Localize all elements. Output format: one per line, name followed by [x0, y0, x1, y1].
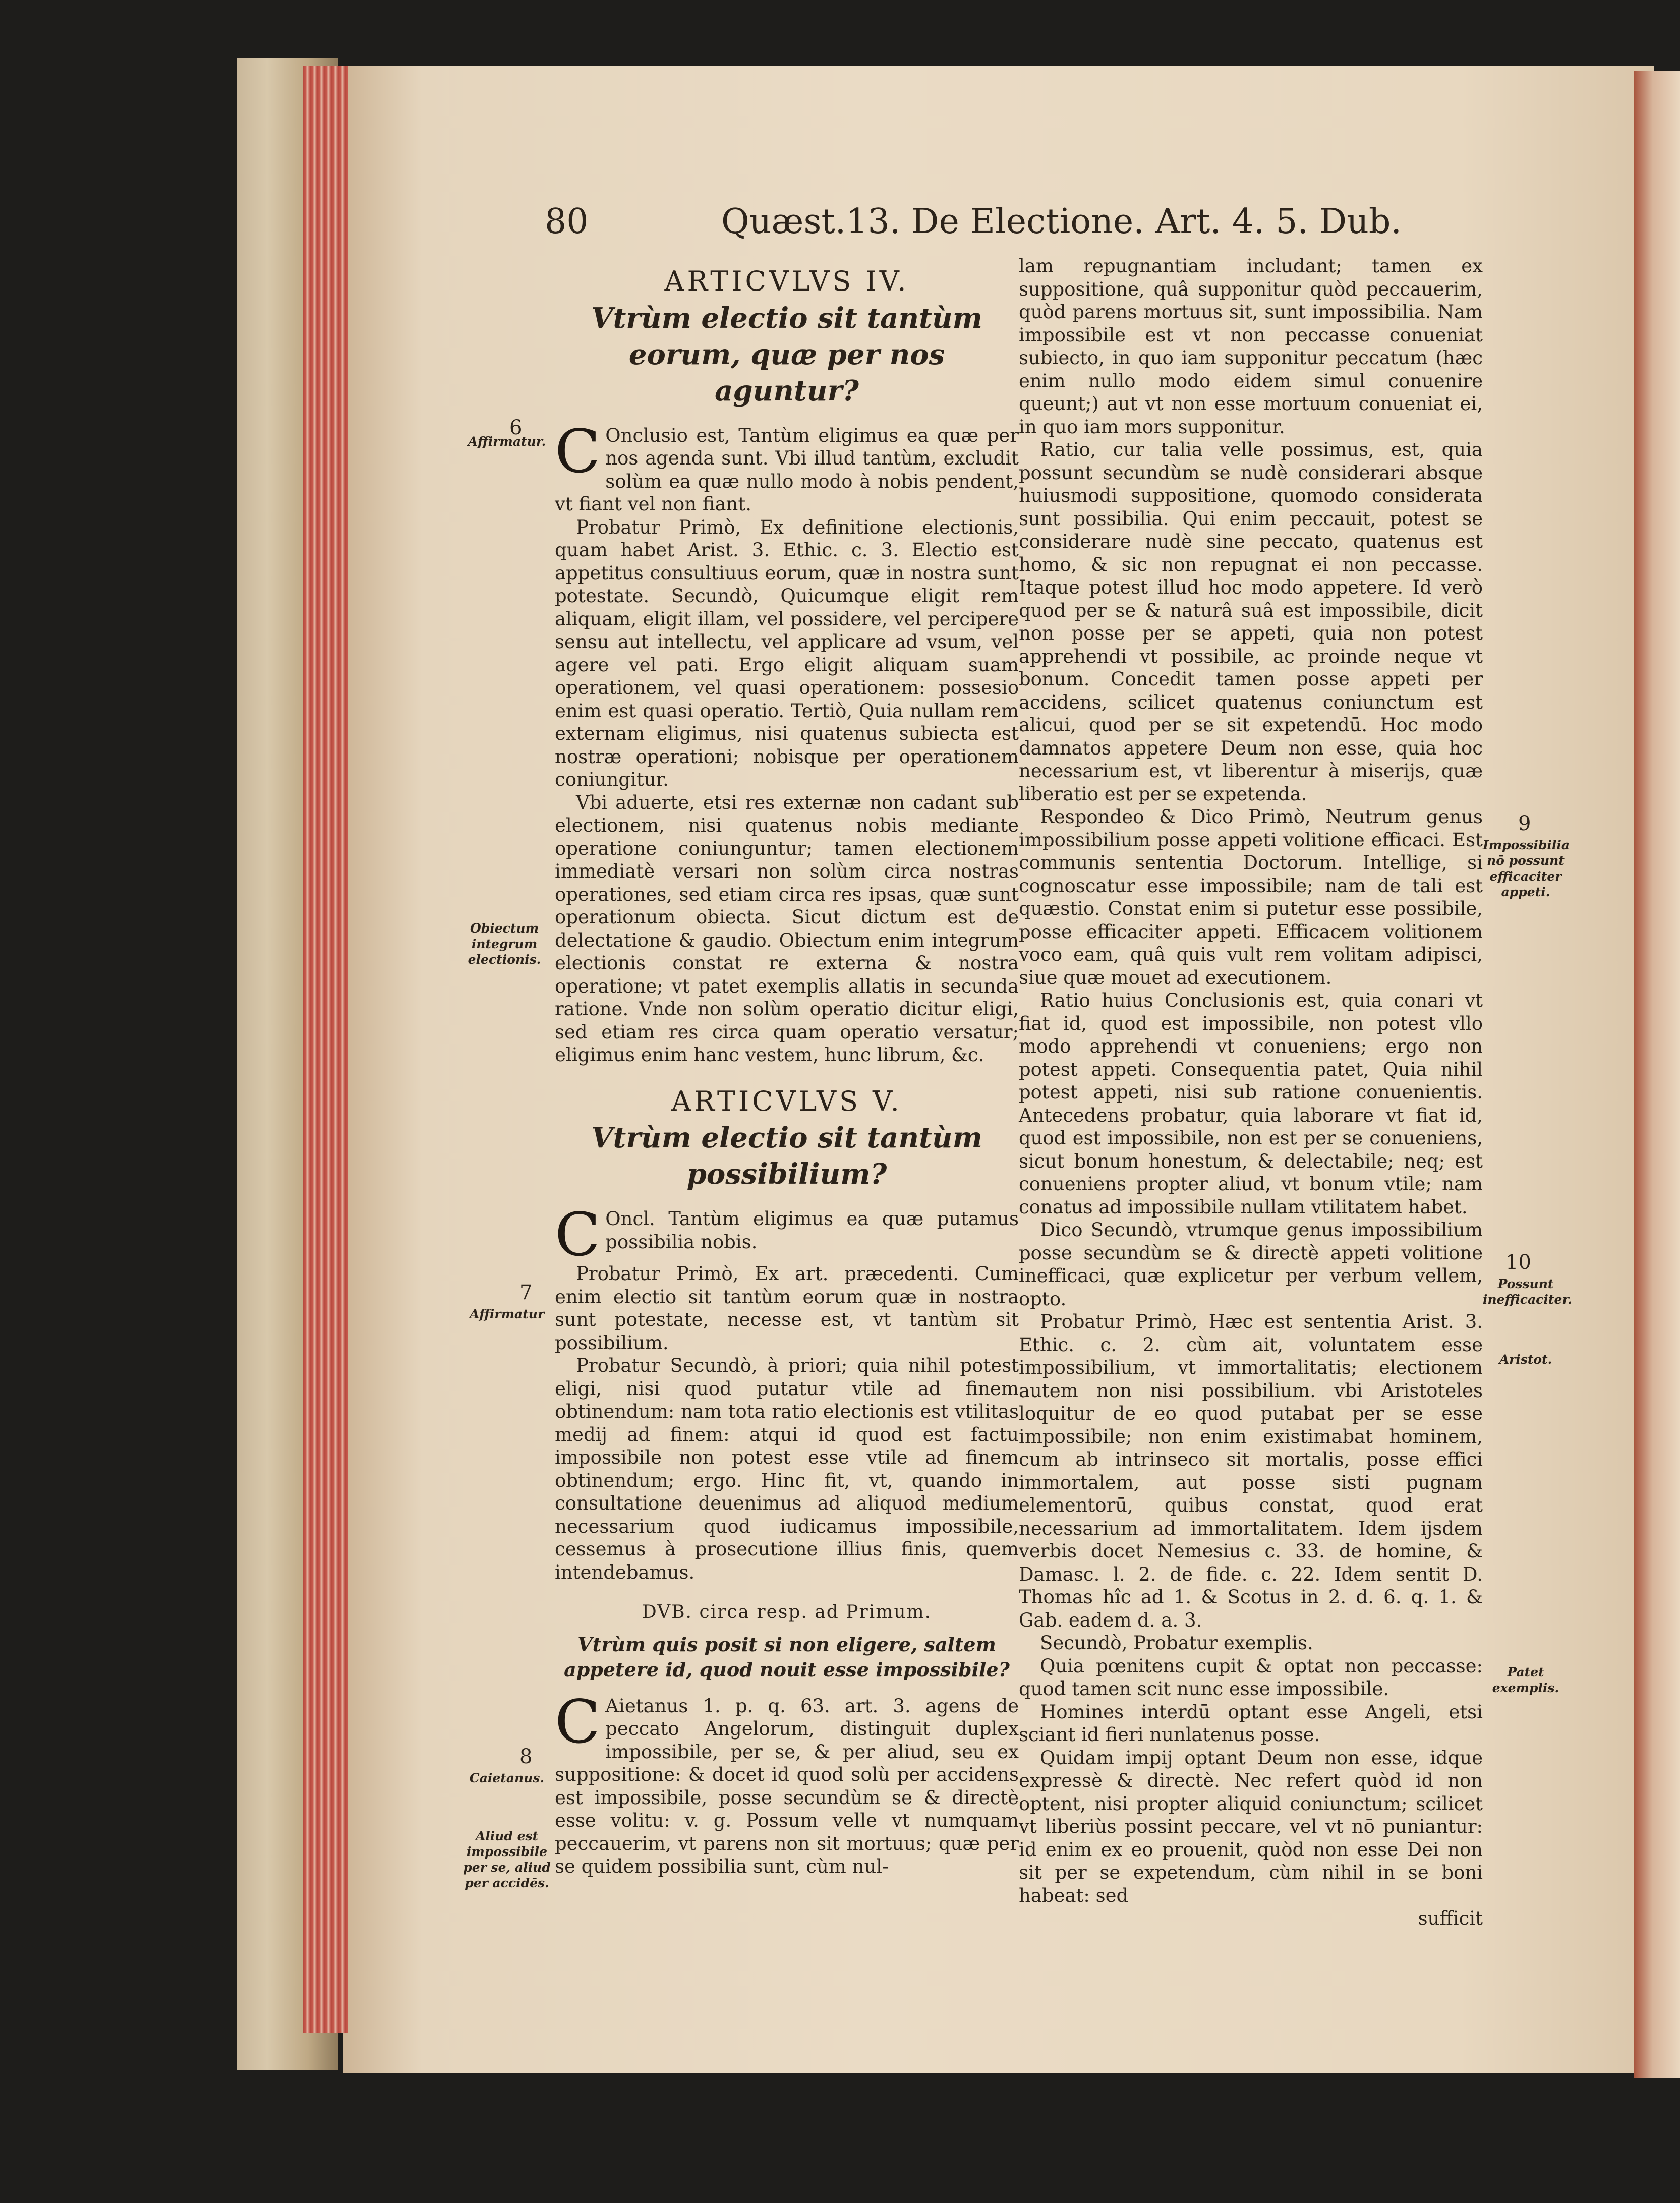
- margin-note: Possunt inefficaciter.: [1483, 1277, 1572, 1307]
- margin-number: 6: [509, 416, 523, 439]
- margin-note: Patet exemplis.: [1492, 1665, 1559, 1695]
- article-4-paragraph: Probatur Primò, Ex definitione electionis, quam habet Arist. 3. Ethic. c. 3. Electio est appetitus consultiuus eorum, quæ in nostra sunt potestate. Secundò, Quicumque eligit rem aliquam, eligit illam, vel possidere, vel percipere sensu aut intellectu, vel applicare ad vsum, vel agere vel pati. Ergo eligit aliquam suam operationem, vel quasi operationem: possesio enim est quasi operatio. Tertiò, Quia nullam rem externam eligimus, nisi quatenus subiecta est nostræ operationi; nobisque per operationem coniungitur.: [555, 516, 1019, 790]
- right-paragraph: Quia pœnitens cupit & optat non peccasse: quod tamen scit nunc esse impossibile.: [1019, 1655, 1483, 1700]
- dubium-question: Vtrùm quis posit si non eligere, saltem appetere id, quod nouit esse impossibile?: [564, 1633, 1010, 1681]
- right-column: [1019, 255, 1483, 1930]
- right-paragraph: Respondeo & Dico Primò, Neutrum genus impossibilium posse appeti volitione efficaci. Est communis sententia Doctorum. Intellige, si cognoscatur esse impossibile; nam de tali est quæstio. Constat enim si putetur esse possibile, posse efficaciter appeti. Efficacem volitionem voco eam, quâ quis vult rem volitam adipisci, siue quæ mouet ad executionem.: [1019, 806, 1483, 989]
- margin-note: Aliud est impossibile per se, aliud per accidēs.: [463, 1829, 551, 1890]
- article-5-paragraph: Probatur Primò, Ex art. præcedenti. Cum enim electio sit tantùm eorum quæ in nostra sunt potestate, necesse est, vt tantùm sit possibilium.: [555, 1263, 1019, 1354]
- article-5-question: Vtrùm electio sit tantùm possibilium?: [591, 1121, 982, 1191]
- drop-cap: C: [555, 416, 601, 486]
- article-4-paragraph: C Onclusio est, Tantùm eligimus ea quæ per nos agenda sunt. Vbi illud tantùm, excludit solùm ea quæ nullo modo à nobis pendent, vt fiant vel non fiant.: [555, 416, 1019, 515]
- right-paragraph: Ratio huius Conclusionis est, quia conari vt fiat id, quod est impossibile, non potest vllo modo apprehendi vt conueniens; ergo non potest appeti. Consequentia patet, Quia nihil potest appeti, nisi sub ratione conuenientis. Antecedens probatur, quia laborare vt fiat id, quod est impossibile, non est per se conueniens, sicut bonum honestum, & delectabile; neq; est conueniens propter aliud, vt bonum vtile; nam conatus ad impossibile nullam vtilitatem habet.: [1019, 990, 1483, 1218]
- margin-note: Obiectum integrum electionis.: [468, 921, 541, 967]
- left-column: [555, 255, 1019, 1878]
- dubium-paragraph: C Aietanus 1. p. q. 63. art. 3. agens de peccato Angelorum, distinguit duplex impossibile, per se, & per aliud, seu ex suppositione: & docet id quod solù per accidens est impossibile, posse secundùm se & directè esse volitu: v. g. Possum velle vt numquam peccauerim, vt parens non sit mortuus; quæ per se quidem possibilia sunt, cùm nul-: [555, 1687, 1019, 1877]
- article-5-paragraph: C Oncl. Tantùm eligimus ea quæ putamus possibilia nobis.: [555, 1200, 1019, 1269]
- margin-note: Aristot.: [1499, 1352, 1552, 1367]
- article-4-heading: ARTICVLVS IV.: [664, 265, 909, 297]
- margin-number: 10: [1505, 1251, 1531, 1274]
- margin-note: Affirmatur: [469, 1307, 545, 1321]
- right-paragraph: Homines interdū optant esse Angeli, etsi sciant id fieri nunlatenus posse.: [1019, 1701, 1483, 1746]
- running-header: [545, 202, 1402, 252]
- article-4-question: Vtrùm electio sit tantùm eorum, quæ per nos aguntur?: [591, 301, 982, 408]
- dubium-heading: DVB. circa resp. ad Primum.: [642, 1602, 932, 1622]
- margin-note: Caietanus.: [469, 1771, 545, 1785]
- catchword: sufficit: [1418, 1907, 1483, 1929]
- margin-number: 9: [1518, 812, 1531, 835]
- page-number: 80: [545, 202, 589, 242]
- article-5-paragraph: Probatur Secundò, à priori; quia nihil potest eligi, nisi quod putatur vtile ad finem obtinendum: nam tota ratio electionis est vtilitas medij ad finem: atqui id quod est factu impossibile non potest esse vtile ad finem obtinendum; ergo. Hinc fit, vt, quando in consultatione deuenimus ad aliquod medium necessarium quod iudicamus impossibile, cessemus à prosecutione illius finis, quem intendebamus.: [555, 1355, 1019, 1583]
- article-5-heading: ARTICVLVS V.: [671, 1085, 902, 1117]
- right-paragraph: Dico Secundò, vtrumque genus impossibilium posse secundùm se & directè appeti volitione inefficaci, quæ explicetur per verbum vellem, opto.: [1019, 1219, 1483, 1310]
- right-paragraph: lam repugnantiam includant; tamen ex suppositione, quâ supponitur quòd peccauerim, quòd parens mortuus sit, sunt impossibilia. Nam impossibile est vt non peccasse conueniat subiecto, in quo iam supponitur peccatum (hæc enim nullo modo eidem simul conuenire queunt;) aut vt non esse mortuum conueniat ei, in quo iam mors supponitur.: [1019, 255, 1483, 438]
- margin-note: Impossibilia nō possunt efficaciter appeti.: [1483, 838, 1570, 899]
- margin-number: 7: [519, 1281, 533, 1304]
- article-4-paragraph: Vbi aduerte, etsi res externæ non cadant sub electionem, nisi quatenus nobis mediante operatione coniunguntur; tamen electionem immediatè versari non solùm circa nostras operationes, sed etiam circa res ipsas, quæ sunt operationum obiecta. Sicut dictum est de delectatione & gaudio. Obiectum enim integrum electionis constat re externa & nostra operatione; vt patet exemplis allatis in secunda ratione. Vnde non solùm operatio dicitur eligi, sed etiam res circa quam operatio versatur; eligimus enim hanc vestem, hunc librum, &c.: [555, 791, 1019, 1066]
- right-paragraph: Ratio, cur talia velle possimus, est, quia possunt secundùm se nudè considerari absque huiusmodi suppositione, quomodo considerata sunt possibilia. Qui enim peccauit, potest se considerare nudè sine peccato, quatenus est homo, & sic non repugnat ei non peccasse. Itaque potest illud hoc modo appetere. Id verò quod per se & naturâ suâ est impossibile, dicit non posse per se appeti, quia non potest apprehendi vt possibile, ac proinde neque vt bonum. Concedit tamen posse appeti per accidens, scilicet quatenus coniunctum est alicui, quod per se sit expetendū. Hoc modo damnatos appetere Deum non esse, quia hoc necessarium est, vt liberentur à miserijs, quæ liberatio est per se expetenda.: [1019, 439, 1483, 805]
- drop-cap: C: [555, 1687, 601, 1757]
- right-paragraph: Probatur Primò, Hæc est sententia Arist. 3. Ethic. c. 2. cùm ait, voluntatem esse impossibilium, vt immortalitatis; electionem autem non nisi possibilium. vbi Aristoteles loquitur de eo quod putabat per se esse impossibile; non enim existimabat hominem, cum ab intrinseco sit mortalis, posse effici immortalem, aut posse sisti pugnam elementorū, quibus constat, quod erat necessarium ad immortalitatem. Idem ijsdem verbis docet Nemesius c. 33. de homine, & Damasc. l. 2. de fide. c. 22. Idem sentit D. Thomas hîc ad 1. & Scotus in 2. d. 6. q. 1. & Gab. eadem d. a. 3.: [1019, 1311, 1483, 1631]
- facing-page-edge: [1634, 71, 1680, 2078]
- drop-cap: C: [555, 1200, 601, 1269]
- right-paragraph: Secundò, Probatur exemplis.: [1040, 1632, 1313, 1654]
- right-paragraph: Quidam impij optant Deum non esse, idque expressè & directè. Nec refert quòd id non optent, nisi propter aliquid coniunctum; scilicet vt liberiùs possint peccare, vel vt nō puniantur: id enim ex eo prouenit, quòd non esse Dei non sit per se expetendum, cùm nihil in se boni habeat: sed: [1019, 1747, 1483, 1906]
- running-title: Quæst.13. De Electione. Art. 4. 5. Dub.: [721, 202, 1402, 242]
- margin-note: Affirmatur.: [468, 434, 546, 449]
- page-edges-red: [303, 66, 348, 2033]
- margin-number: 8: [519, 1745, 533, 1768]
